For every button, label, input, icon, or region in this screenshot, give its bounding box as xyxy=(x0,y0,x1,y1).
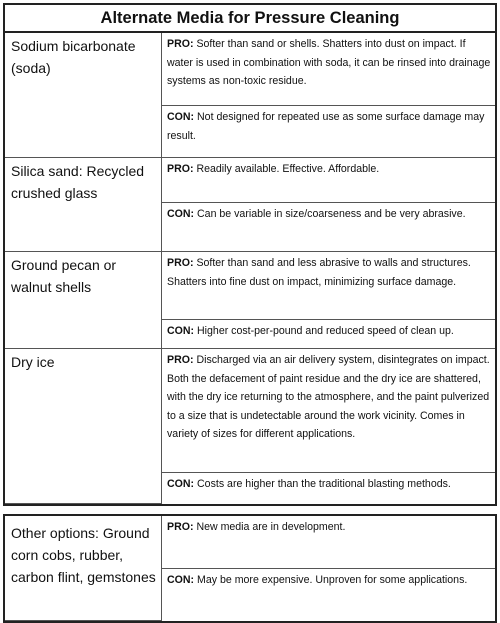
media-name: Dry ice xyxy=(11,354,55,370)
table-row xyxy=(5,252,495,320)
media-name: Sodium bicarbonate (soda) xyxy=(11,38,136,76)
media-name: Ground pecan or walnut shells xyxy=(11,257,117,295)
media-name: Silica sand: Recycled crushed glass xyxy=(11,163,145,201)
con-label: CON: xyxy=(167,478,195,491)
con-label: CON: xyxy=(167,573,195,586)
con-cell xyxy=(162,319,496,348)
media-name: Other options: Ground corn cobs, rubber, carbon flint, gemstones xyxy=(11,525,156,585)
con-label: CON: xyxy=(167,111,195,124)
media-name-cell xyxy=(5,33,162,158)
pro-label: PRO: xyxy=(167,257,194,269)
media-name-cell xyxy=(5,516,162,621)
con-text: May be more expensive. Unproven for some applications. xyxy=(197,573,468,586)
pro-label: PRO: xyxy=(167,163,194,175)
media-table-container xyxy=(3,33,497,506)
pro-label: PRO: xyxy=(167,354,194,366)
con-cell xyxy=(162,473,496,504)
pro-text: Softer than sand or shells. Shatters into dust on impact. If water is used in combination with soda, it can be rinsed into drainage systems as non-toxic residue. xyxy=(167,38,491,87)
document-page xyxy=(3,3,497,623)
pro-cell xyxy=(162,516,496,568)
other-options-container xyxy=(3,514,497,623)
document-title: Alternate Media for Pressure Cleaning xyxy=(3,3,497,33)
pro-cell xyxy=(162,252,496,320)
pro-text: New media are in development. xyxy=(196,521,346,533)
table-row xyxy=(5,349,495,473)
pro-cell xyxy=(162,349,496,473)
table-row xyxy=(5,516,495,568)
pro-cell xyxy=(162,33,496,106)
media-name-cell xyxy=(5,349,162,504)
pro-label: PRO: xyxy=(167,521,194,533)
table-gap xyxy=(3,506,497,514)
media-name-cell xyxy=(5,158,162,252)
pro-text: Readily available. Effective. Affordable. xyxy=(196,163,380,175)
con-text: Higher cost-per-pound and reduced speed of clean up. xyxy=(197,324,454,337)
con-text: Costs are higher than the traditional blasting methods. xyxy=(197,478,451,491)
con-text: Not designed for repeated use as some surface damage may result. xyxy=(167,111,485,142)
pro-text: Softer than sand and less abrasive to walls and structures. Shatters into fine dust on impact, minimizing surface damage. xyxy=(167,257,471,288)
table-row xyxy=(5,33,495,106)
other-options-table xyxy=(5,516,495,621)
con-cell xyxy=(162,106,496,158)
con-cell xyxy=(162,203,496,252)
pro-label: PRO: xyxy=(167,38,194,50)
con-cell xyxy=(162,568,496,620)
pro-cell xyxy=(162,158,496,203)
con-label: CON: xyxy=(167,324,195,337)
pro-text: Discharged via an air delivery system, disintegrates on impact. Both the defacement of paint residue and the dry ice are shattered, with the dry ice returning to the atmosphere, and the paint pulverized to a size that is undetectable around the work vicinity. Comes in variety of sizes for different applications. xyxy=(167,354,490,440)
con-text: Can be variable in size/coarseness and be very abrasive. xyxy=(197,208,466,220)
media-table xyxy=(5,33,495,504)
con-label: CON: xyxy=(167,208,195,220)
media-name-cell xyxy=(5,252,162,349)
table-row xyxy=(5,158,495,203)
